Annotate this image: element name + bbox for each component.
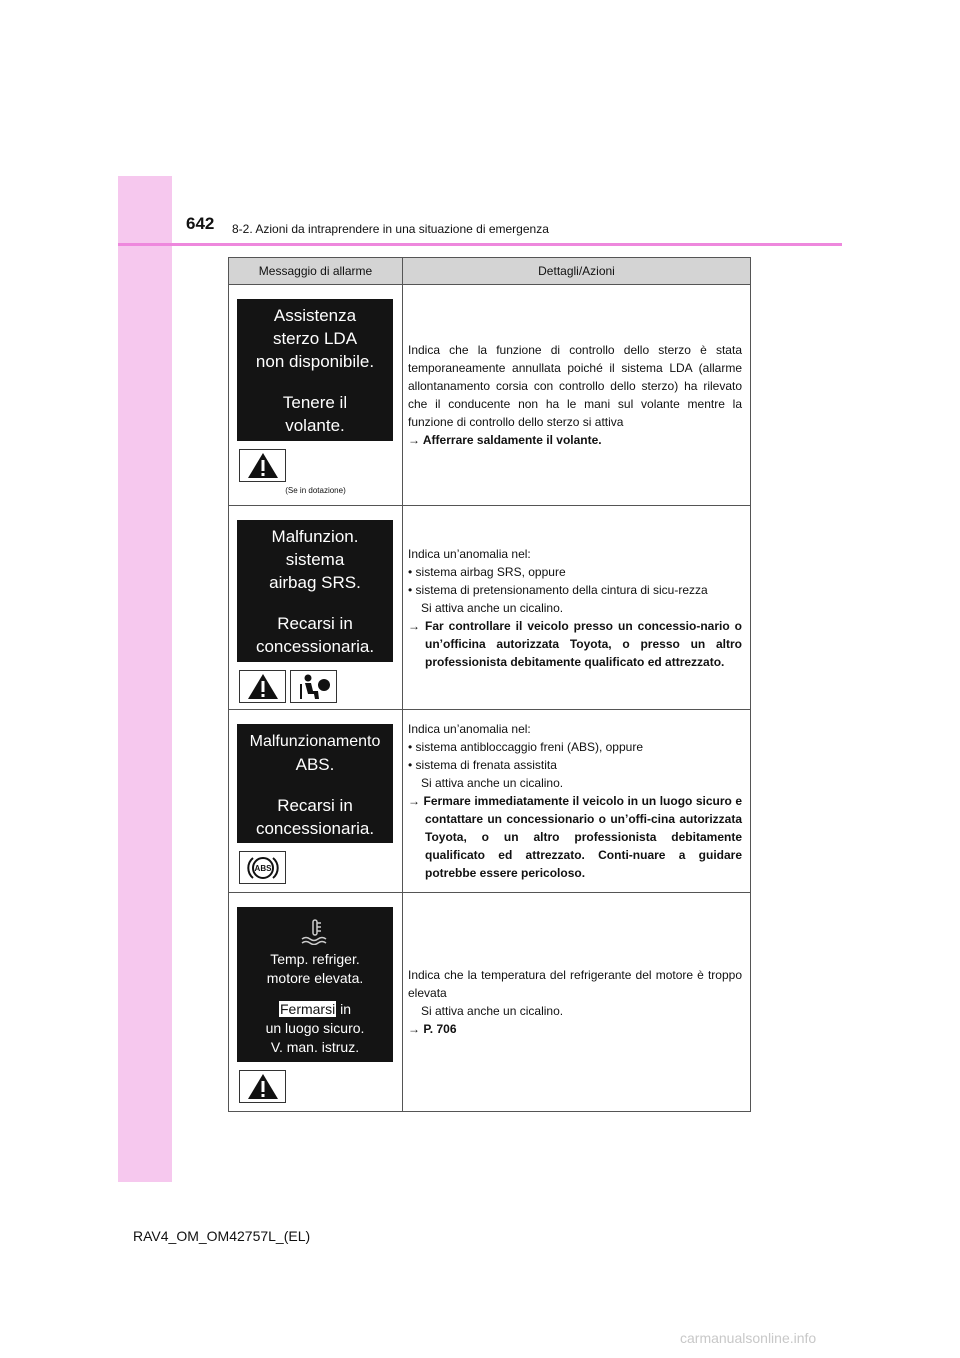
details-cell: Indica un’anomalia nel: • sistema airbag SRS, oppure • sistema di pretensionamento della cintura di sicu-rezza Si attiva anche un cicalino. → Far controllare il veicolo presso un concessio-nario o un’officina autorizzata Toyota, o presso un altro professionista debitamente qualificato ed attrezzato. [403,506,751,710]
svg-text:ABS: ABS [254,863,271,873]
side-tab-strip [118,176,172,1182]
message-cell [229,893,403,1112]
abs-icon [239,851,286,884]
column-header-details: Dettagli/Azioni [403,258,751,285]
details-cell: Indica che la temperatura del refrigerante del motore è troppo elevata Si attiva anche un cicalino. → P. 706 [403,893,751,1112]
table-row [229,285,751,506]
coolant-temperature-icon [237,919,393,950]
caption-if-equipped: (Se in dotazione) [285,486,346,495]
table-row [229,893,751,1112]
message-cell [229,285,403,506]
warning-message-table [228,257,751,1112]
table-header-row [229,258,751,285]
warning-triangle-icon [239,1070,286,1103]
display-screen: Assistenza sterzo LDA non disponibile. Tenere il volante. [237,299,393,441]
warning-triangle-icon [239,449,286,482]
details-cell: Indica che la funzione di controllo dello sterzo è stata temporaneamente annullata poiché il sistema LDA (allarme allontanamento corsia con controllo dello sterzo) ha rilevato che il conducente non ha le mani sul volante mentre la funzione di controllo dello sterzo si attiva → Afferrare saldamente il volante. [403,285,751,506]
warning-triangle-icon [239,670,286,703]
column-header-message: Messaggio di allarme [229,258,403,285]
message-cell [229,506,403,710]
highlighted-word: Fermarsi [279,1001,336,1017]
watermark: carmanualsonline.info [680,1330,817,1346]
display-screen: Temp. refriger. motore elevata. Fermarsi in un luogo sicuro. V. man. istruz. [237,907,393,1062]
message-cell [229,710,403,893]
page-number: 642 [186,214,215,233]
display-screen: Malfunzion. sistema airbag SRS. Recarsi in concessionaria. [237,520,393,662]
airbag-icon [290,670,337,703]
details-cell: Indica un’anomalia nel: • sistema antibloccaggio freni (ABS), oppure • sistema di frenata assistita Si attiva anche un cicalino. → Fermare immediatamente il veicolo in un luogo sicuro e contattare un concessionario o un’offi-cina autorizzata Toyota, o un altro professionista debitamente qualificato ed attrezzato. Conti-nuare a guidare potrebbe essere pericoloso. [403,710,751,893]
display-screen: Malfunzionamento ABS. Recarsi in concessionaria. [237,724,393,843]
document-code: RAV4_OM_OM42757L_(EL) [133,1228,311,1244]
header-rule [118,243,842,246]
table-row [229,710,751,893]
table-row [229,506,751,710]
section-title: 8-2. Azioni da intraprendere in una situazione di emergenza [232,222,549,236]
